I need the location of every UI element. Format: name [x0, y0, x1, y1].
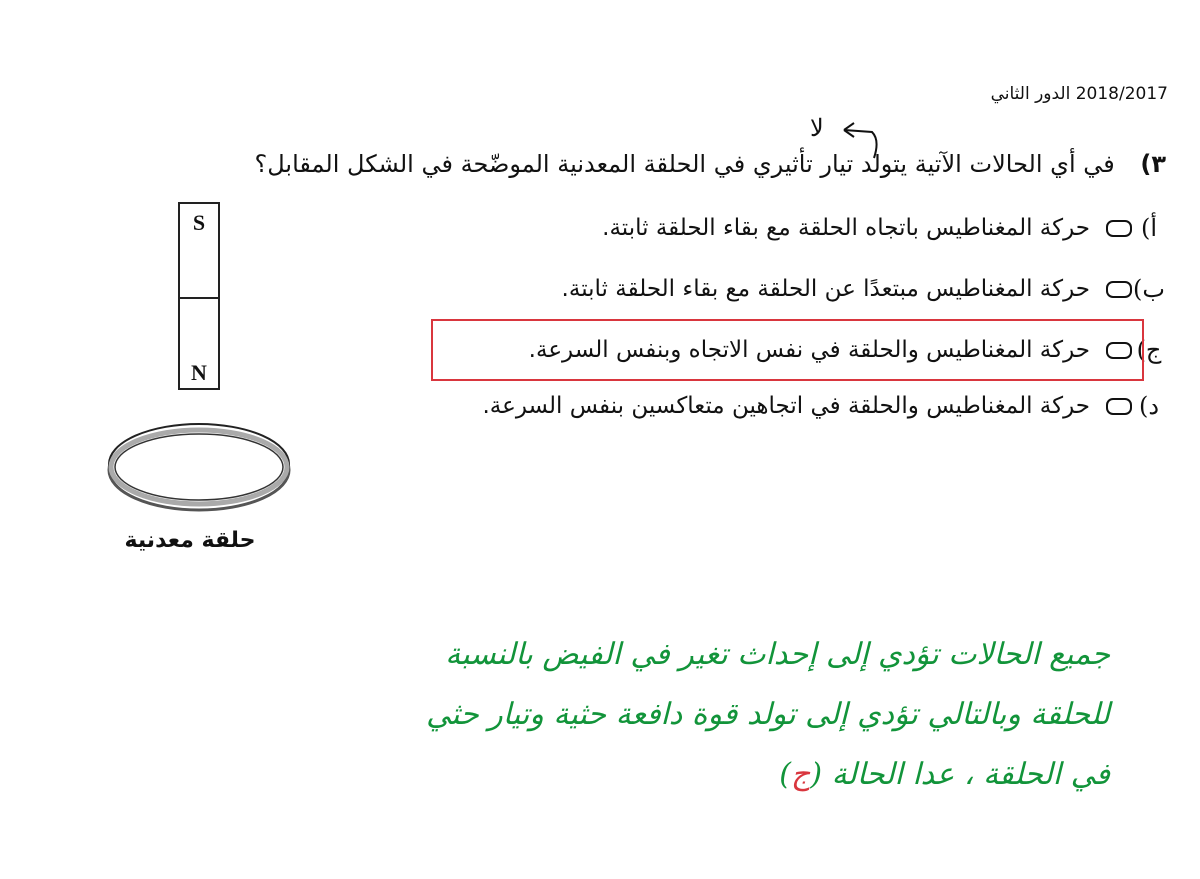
- option-d[interactable]: [482, 392, 1166, 420]
- option-text: حركة المغناطيس باتجاه الحلقة مع بقاء الحلقة ثابتة.: [602, 215, 1090, 241]
- option-text: حركة المغناطيس مبتعدًا عن الحلقة مع بقاء الحلقة ثابتة.: [561, 276, 1090, 302]
- checkbox-icon[interactable]: [1106, 281, 1132, 298]
- handwritten-answer-line-2: للحلقة وبالتالي تؤدي إلى تولد قوة دافعة حثية وتيار حثي: [426, 697, 1110, 732]
- magnet-divider: [178, 297, 220, 299]
- question-stem: [255, 150, 1167, 178]
- option-letter: ج): [1136, 336, 1162, 364]
- option-letter: ب): [1133, 275, 1165, 303]
- checkbox-icon[interactable]: [1106, 398, 1132, 415]
- magnet-south-pole-label: S: [192, 210, 206, 235]
- question-number: ٣): [1140, 150, 1166, 178]
- checkbox-icon[interactable]: [1106, 220, 1132, 237]
- option-letter: د): [1138, 392, 1160, 420]
- handwritten-suffix: ): [779, 757, 791, 792]
- option-a[interactable]: [602, 214, 1166, 242]
- handwritten-answer-letter: ج: [790, 757, 811, 792]
- correct-answer-highlight: [431, 319, 1144, 381]
- option-text: حركة المغناطيس والحلقة في نفس الاتجاه وبنفس السرعة.: [528, 337, 1090, 363]
- handwritten-answer-line-1: جميع الحالات تؤدي إلى إحداث تغير في الفيض بالنسبة: [445, 637, 1110, 672]
- metal-ring-figure: [104, 420, 294, 512]
- option-letter: أ): [1140, 214, 1158, 242]
- option-text: حركة المغناطيس والحلقة في اتجاهين متعاكسين بنفس السرعة.: [482, 393, 1090, 419]
- handwritten-prefix: في الحلقة ، عدا الحالة (: [810, 757, 1110, 792]
- question-text: في أي الحالات الآتية يتولد تيار تأثيري في الحلقة المعدنية الموضّحة في الشكل المقابل؟: [254, 150, 1115, 178]
- exam-session-label: 2018/2017 الدور الثاني: [990, 84, 1168, 104]
- annotation-text: لا: [810, 114, 824, 142]
- handwritten-answer-line-3: [779, 757, 1110, 792]
- figure-caption: حلقة معدنية: [124, 528, 256, 553]
- magnet-north-pole-label: N: [191, 360, 207, 385]
- option-b[interactable]: [562, 275, 1166, 303]
